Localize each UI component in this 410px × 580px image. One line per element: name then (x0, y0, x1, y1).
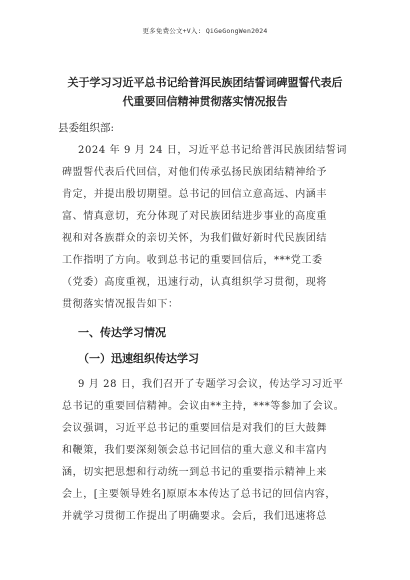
paragraph-line: 总书记的重要回信精神。会议由**主持，***等参加了会议。 (62, 401, 345, 412)
paragraph-line: 会上，[主要领导姓名]原原本本传达了总书记的回信内容， (62, 489, 337, 500)
title-line-1: 关于学习习近平总书记给普洱民族团结誓词碑盟誓代表后 (67, 76, 343, 89)
paragraph-line: 会议强调，习近平总书记的重要回信是对我们的巨大鼓舞 (62, 423, 327, 434)
paragraph-line: 富、情真意切，充分体现了对民族团结进步事业的高度重 (62, 211, 327, 222)
paragraph-line: 碑盟誓代表后代回信，对他们传承弘扬民族团结精神给予 (62, 167, 327, 178)
paragraph-line: 涵，切实把思想和行动统一到总书记的重要指示精神上来 (62, 467, 327, 478)
paragraph-line: 工作指明了方向。收到总书记的重要回信后，***党工委 (62, 255, 323, 266)
paragraph-line: （党委）高度重视，迅速行动，认真组织学习贯彻，现将 (62, 277, 327, 288)
section-heading-1: 一、传达学习情况 (78, 326, 166, 339)
paragraph-line: 视和对各族群众的亲切关怀，为我们做好新时代民族团结 (62, 233, 327, 244)
header-note: 更多免费公文+V入: QiGeGongWen2024 (142, 27, 268, 35)
title-line-2: 代重要回信精神贯彻落实情况报告 (122, 95, 288, 108)
paragraph-line: 2024 年 9 月 24 日，习近平总书记给普洱民族团结誓词 (78, 145, 348, 156)
paragraph-line: 和鞭策，我们要深刻领会总书记回信的重大意义和丰富内 (62, 445, 327, 456)
paragraph-line: 肯定，并提出殷切期望。总书记的回信立意高远、内涵丰 (62, 189, 327, 200)
paragraph-line: 9 月 28 日，我们召开了专题学习会议，传达学习习近平 (78, 379, 344, 390)
paragraph-line: 贯彻落实情况报告如下： (62, 299, 179, 310)
subsection-heading-1: （一）迅速组织传达学习 (78, 352, 199, 365)
salutation: 县委组织部: (58, 122, 115, 134)
paragraph-line: 并就学习贯彻工作提出了明确要求。会后，我们迅速将总 (62, 511, 327, 522)
